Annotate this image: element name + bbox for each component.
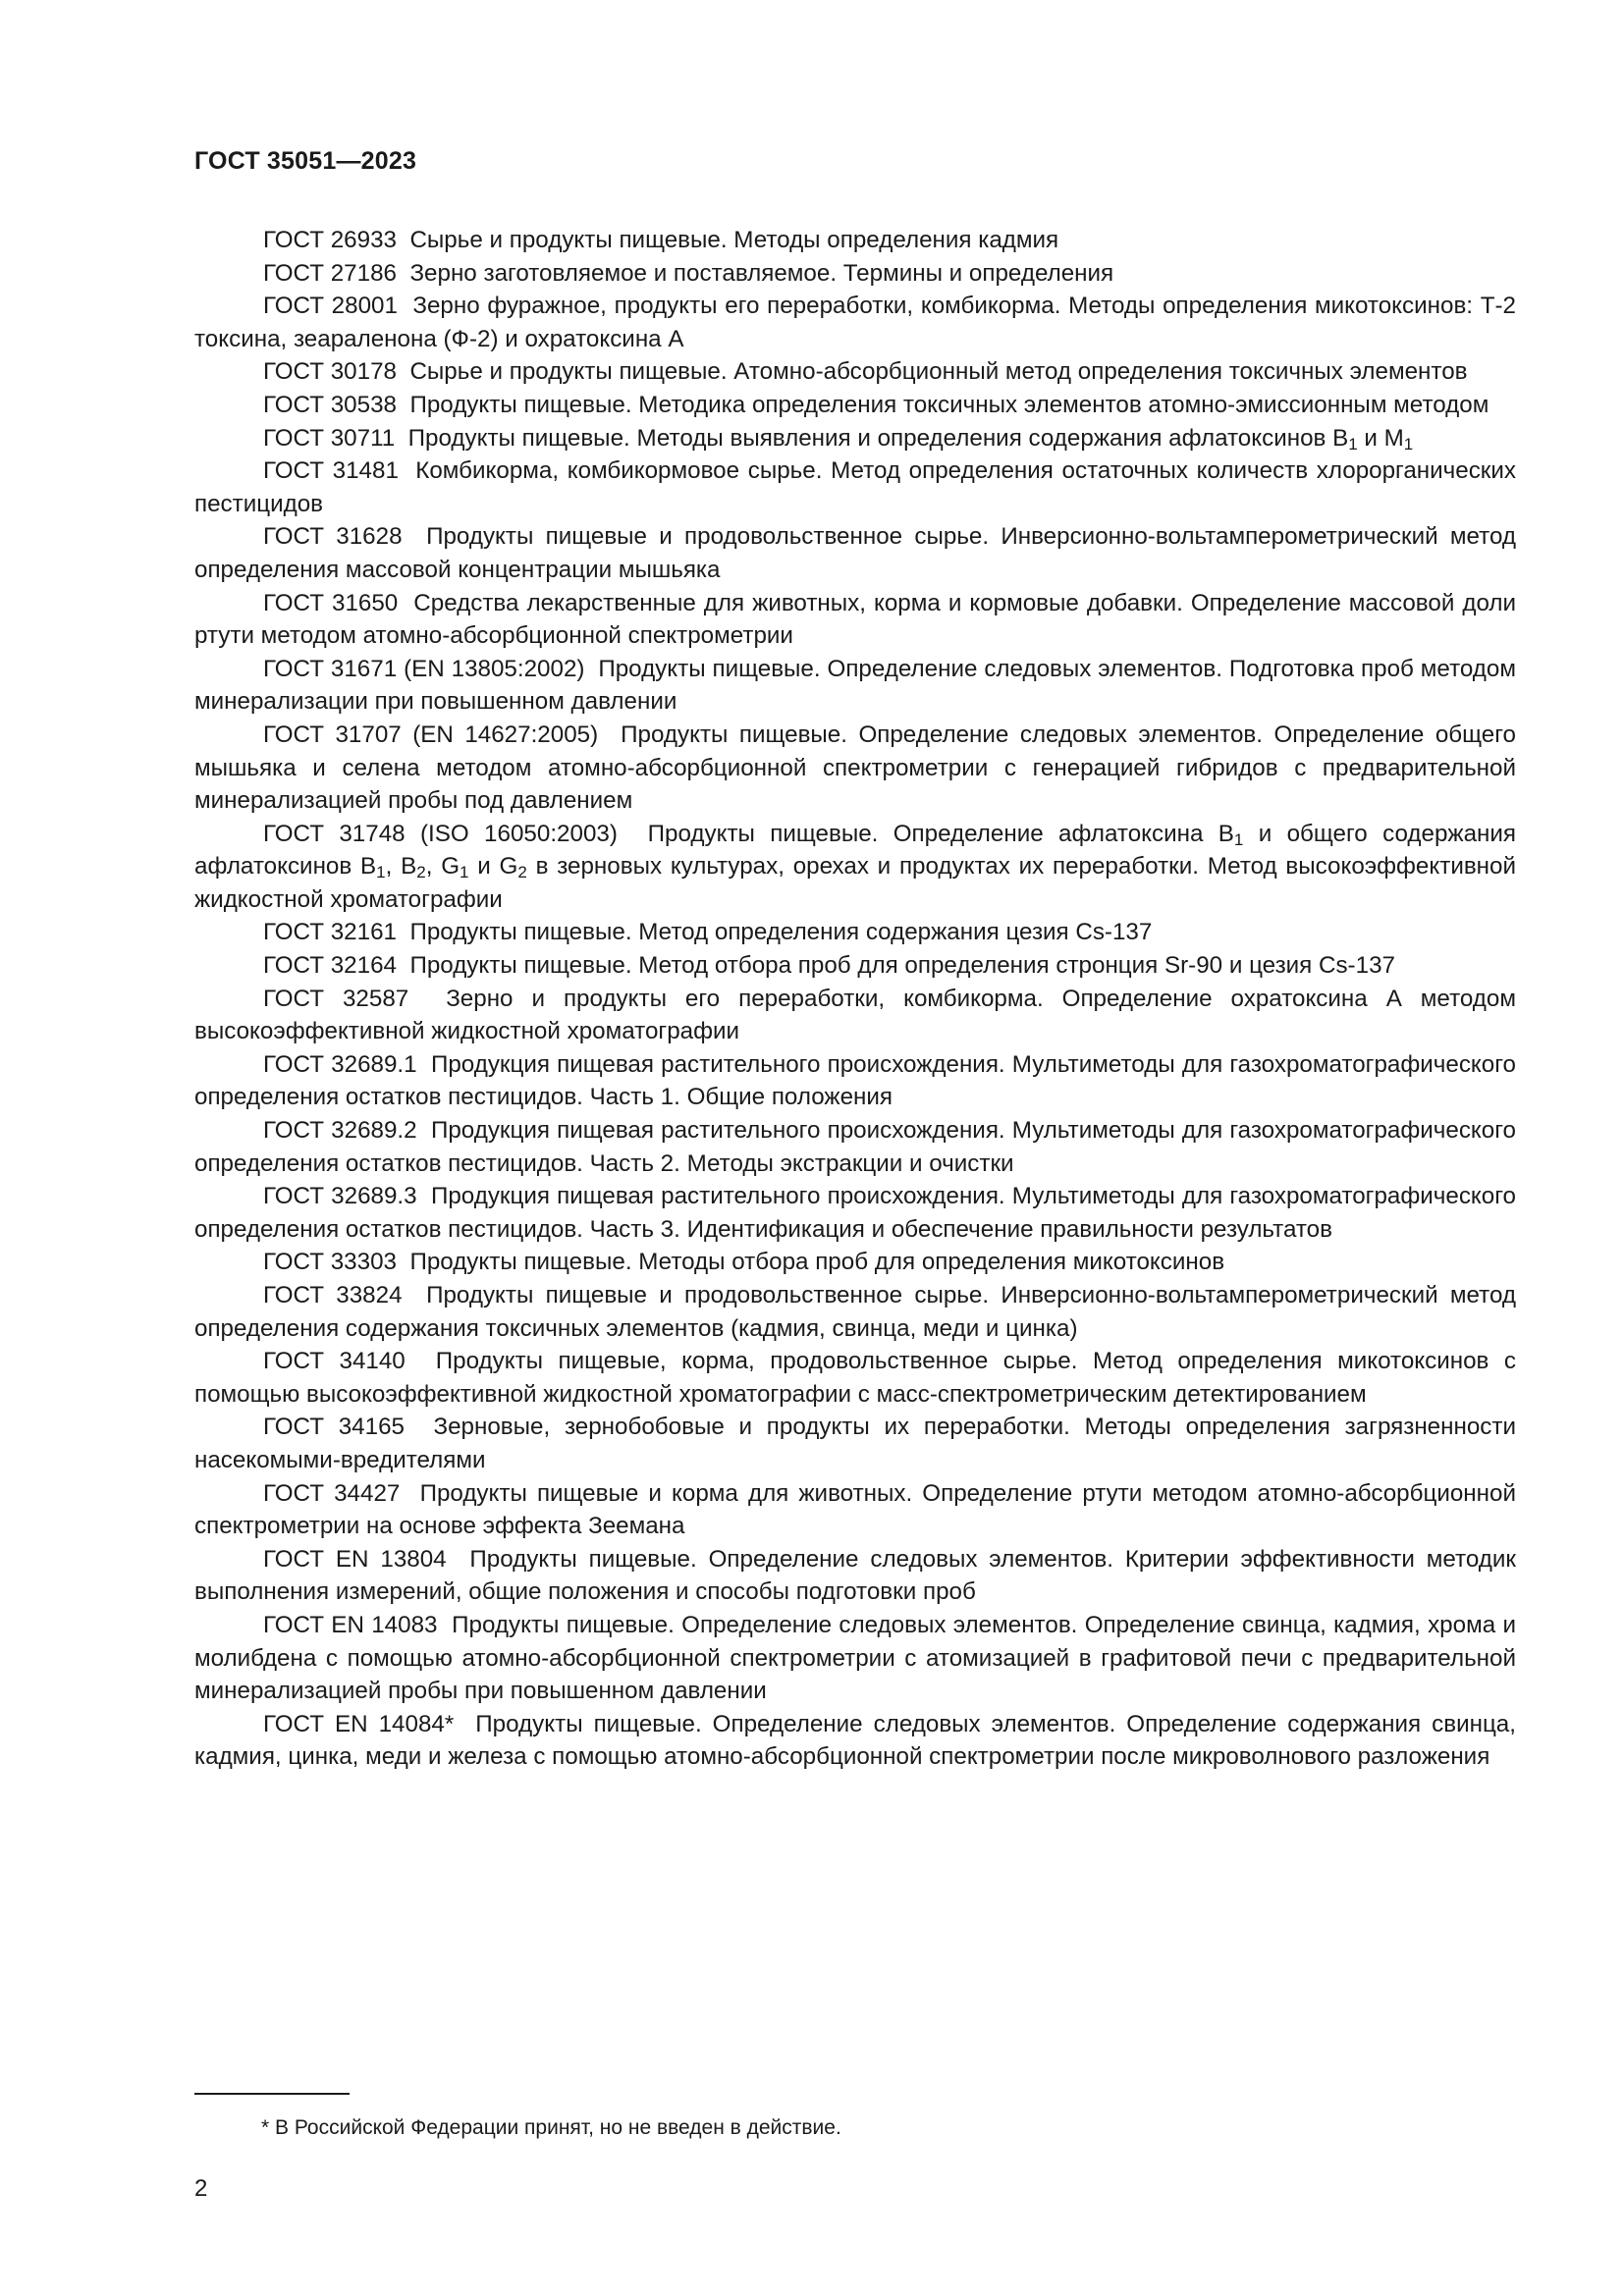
reference-entry [194, 1114, 1516, 1180]
reference-title: Продукты пищевые. Определение следовых элементов. Подготовка проб методом минерализации при повышенном давлении [194, 655, 1516, 716]
reference-entry [194, 454, 1516, 520]
reference-code: ГОСТ 26933 [263, 227, 397, 253]
reference-code: ГОСТ 32689.2 [263, 1117, 417, 1145]
reference-title: Продукты пищевые и продовольственное сырье. Инверсионно-вольтамперометрический метод определения массовой концентрации мышьяка [194, 523, 1516, 583]
reference-entry [194, 389, 1516, 422]
reference-entry [194, 719, 1516, 818]
reference-code: ГОСТ 28001 [263, 293, 398, 320]
normative-references-list [194, 224, 1516, 1774]
reference-entry [194, 1411, 1516, 1476]
reference-code: ГОСТ 32689.1 [263, 1050, 417, 1078]
reference-entry [194, 916, 1516, 949]
reference-title: Продукты пищевые. Определение афлатоксина $B_1$ и общего содержания афлатоксинов $B_1$, $B_2$, $G_1$ и $G_2$ в зерновых культурах, орехах и продуктах их переработки. Метод высокоэффективной жидкостной хроматографии [194, 820, 1516, 913]
document-header: ГОСТ 35051—2023 [194, 147, 417, 175]
reference-entry [194, 1543, 1516, 1609]
reference-entry [194, 224, 1516, 257]
reference-entry [194, 949, 1516, 983]
reference-title: Продукция пищевая растительного происхождения. Мультиметоды для газохроматографического определения остатков пестицидов. Часть 1. Общие положения [194, 1050, 1516, 1111]
reference-code: ГОСТ 33303 [263, 1249, 397, 1276]
page-number: 2 [194, 2175, 208, 2202]
reference-entry [194, 355, 1516, 389]
reference-code: ГОСТ 32587 [263, 985, 409, 1012]
reference-title: Продукты пищевые. Метод определения содержания цезия Cs-137 [409, 919, 1153, 946]
footnote: * В Российской Федерации принят, но не введен в действие. [261, 2116, 841, 2139]
reference-title: Продукты пищевые и продовольственное сырье. Инверсионно-вольтамперометрический метод определения содержания токсичных элементов (кадмия, свинца, меди и цинка) [194, 1282, 1516, 1342]
reference-code: ГОСТ 31628 [263, 523, 403, 551]
reference-entry [194, 1609, 1516, 1708]
reference-entry [194, 1477, 1516, 1543]
reference-entry [194, 1180, 1516, 1246]
reference-code: ГОСТ 31650 [263, 589, 399, 616]
reference-title: Сырье и продукты пищевые. Атомно-абсорбционный метод определения токсичных элементов [409, 358, 1468, 386]
reference-title: Комбикорма, комбикормовое сырье. Метод определения остаточных количеств хлорорганических пестицидов [194, 457, 1516, 517]
reference-entry [194, 1345, 1516, 1411]
reference-code: ГОСТ 34165 [263, 1414, 405, 1441]
reference-title: Продукты пищевые. Определение следовых элементов. Определение содержания свинца, кадмия, цинка, меди и железа с помощью атомно-абсорбционной спектрометрии после микроволнового разложения [194, 1710, 1516, 1771]
reference-entry [194, 290, 1516, 355]
reference-code: ГОСТ 34427 [263, 1479, 401, 1507]
reference-code: ГОСТ 27186 [263, 259, 397, 287]
reference-title: Сырье и продукты пищевые. Методы определения кадмия [409, 227, 1059, 253]
reference-title: Продукты пищевые. Определение следовых элементов. Определение свинца, кадмия, хрома и молибдена с помощью атомно-абсорбционной спектрометрии с атомизацией в графитовой печи с предварительной минерализацией пробы при повышенном давлении [194, 1611, 1516, 1705]
reference-title: Продукты пищевые. Определение следовых элементов. Критерии эффективности методик выполнения измерений, общие положения и способы подготовки проб [194, 1545, 1516, 1606]
reference-code: ГОСТ 33824 [263, 1282, 403, 1308]
reference-title: Продукция пищевая растительного происхождения. Мультиметоды для газохроматографического определения остатков пестицидов. Часть 3. Идентификация и обеспечение правильности результатов [194, 1183, 1516, 1243]
reference-code: ГОСТ 34140 [263, 1348, 406, 1375]
reference-code: ГОСТ 31671 (EN 13805:2002) [263, 655, 585, 682]
reference-code: ГОСТ 32161 [263, 919, 397, 946]
reference-entry [194, 1246, 1516, 1279]
footnote-divider [194, 2093, 350, 2095]
reference-title: Зерно фуражное, продукты его переработки, комбикорма. Методы определения микотоксинов: Т-2 токсина, зеараленона (Ф-2) и охратоксина А [194, 293, 1516, 352]
reference-entry [194, 1279, 1516, 1345]
reference-title: Зерно и продукты его переработки, комбикорма. Определение охратоксина А методом высокоэффективной жидкостной хроматографии [194, 985, 1516, 1045]
reference-code: ГОСТ 30711 [263, 424, 396, 452]
reference-title: Продукты пищевые. Методы отбора проб для определения микотоксинов [409, 1249, 1225, 1276]
reference-title: Зерновые, зернобобовые и продукты их переработки. Методы определения загрязненности насекомыми-вредителями [194, 1414, 1516, 1473]
reference-code: ГОСТ 31707 (EN 14627:2005) [263, 721, 599, 748]
reference-title: Продукты пищевые, корма, продовольственное сырье. Метод определения микотоксинов с помощью высокоэффективной жидкостной хроматографии с масс-спектрометрическим детектированием [194, 1348, 1516, 1408]
reference-entry [194, 983, 1516, 1048]
reference-code: ГОСТ 30178 [263, 358, 397, 386]
reference-entry [194, 818, 1516, 917]
reference-entry [194, 1708, 1516, 1774]
reference-entry [194, 587, 1516, 653]
reference-code: ГОСТ 30538 [263, 391, 397, 418]
reference-title: Продукты пищевые. Методика определения токсичных элементов атомно-эмиссионным методом [409, 391, 1489, 418]
reference-code: ГОСТ EN 13804 [263, 1545, 447, 1573]
reference-code: ГОСТ EN 14083 [263, 1611, 438, 1638]
reference-title: Средства лекарственные для животных, корма и кормовые добавки. Определение массовой доли ртути методом атомно-абсорбционной спектрометрии [194, 589, 1516, 650]
reference-code: ГОСТ 31481 [263, 457, 399, 485]
reference-title: Зерно заготовляемое и поставляемое. Термины и определения [409, 259, 1114, 287]
reference-code: ГОСТ 32164 [263, 952, 397, 980]
reference-code: ГОСТ 32689.3 [263, 1183, 417, 1210]
reference-title: Продукты пищевые. Метод отбора проб для определения стронция Sr-90 и цезия Cs-137 [409, 952, 1395, 980]
reference-code: ГОСТ EN 14084* [263, 1710, 455, 1737]
reference-title: Продукты пищевые и корма для животных. Определение ртути методом атомно-абсорбционной спектрометрии на основе эффекта Зеемана [194, 1479, 1516, 1540]
reference-title: Продукция пищевая растительного происхождения. Мультиметоды для газохроматографического определения остатков пестицидов. Часть 2. Методы экстракции и очистки [194, 1117, 1516, 1177]
reference-entry [194, 653, 1516, 719]
reference-entry [194, 422, 1516, 455]
reference-entry [194, 520, 1516, 586]
reference-entry [194, 1048, 1516, 1114]
reference-title: Продукты пищевые. Методы выявления и определения содержания афлатоксинов $B_1$ и $M_1$ [407, 424, 1414, 454]
reference-entry [194, 257, 1516, 291]
reference-code: ГОСТ 31748 (ISO 16050:2003) [263, 820, 618, 847]
reference-title: Продукты пищевые. Определение следовых элементов. Определение общего мышьяка и селена методом атомно-абсорбционной спектрометрии с генерацией гибридов с предварительной минерализацией пробы под давлением [194, 721, 1516, 815]
